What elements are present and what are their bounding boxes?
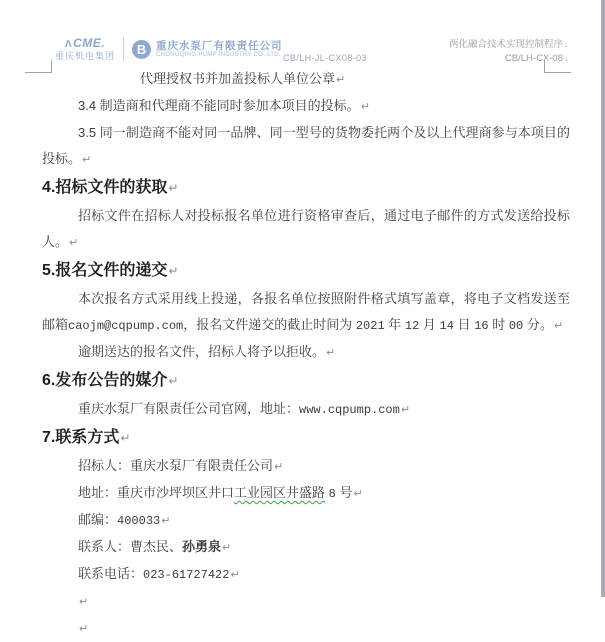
- text-segment: 重庆水泵厂有限责任公司官网，地址：: [78, 401, 300, 416]
- text-segment: 7.联系方式: [42, 429, 120, 446]
- section-4-body: [42, 203, 570, 256]
- text-segment: ，报名文件递交的截止时间为: [183, 317, 356, 332]
- empty-paragraph: [42, 588, 570, 615]
- paragraph-mark: ↵: [168, 264, 179, 278]
- cme-triangle-icon: Λ: [64, 39, 73, 51]
- heading-6: [42, 369, 570, 393]
- contact-phone: [42, 561, 570, 588]
- heading-5: [42, 259, 570, 283]
- text-segment: www.cqpump.com: [299, 403, 400, 417]
- text-segment: caojm@cqpump.com: [68, 319, 184, 333]
- cme-logo-wordmark: ΛCME.: [64, 36, 106, 51]
- clause-3-4: [42, 93, 570, 120]
- header-right-line1: 两化融合技术实现控制程序↓: [448, 39, 568, 50]
- contact-address: [42, 480, 570, 507]
- paragraph-mark: ↵: [400, 404, 411, 416]
- text-segment: 分。: [523, 317, 553, 332]
- paragraph-mark: ↵: [79, 596, 89, 608]
- text-segment: 5.报名文件的递交: [42, 262, 168, 279]
- text-segment: 逾期送达的报名文件，招标人将予以拒收。: [78, 344, 326, 359]
- contact-zipcode: [42, 507, 570, 534]
- paragraph-mark: ↵: [274, 461, 284, 473]
- text-segment: 00: [508, 319, 524, 333]
- paragraph-mark: ↵: [69, 237, 79, 249]
- text-segment: 4.招标文件的获取: [42, 179, 168, 196]
- text-segment: 年: [384, 317, 405, 332]
- text-segment: 16: [474, 319, 489, 333]
- paragraph-mark: ↵: [120, 431, 131, 445]
- empty-paragraph: [42, 615, 570, 642]
- paragraph-mark: ↵: [230, 569, 240, 581]
- page-edge-strip: [601, 0, 605, 597]
- paragraph-mark: ↵: [168, 374, 179, 388]
- paragraph-mark: ↵: [168, 181, 179, 195]
- cme-group-logo: [55, 37, 115, 61]
- text-segment: 工业园区井盛路: [234, 485, 326, 500]
- text-segment: 月: [419, 317, 440, 332]
- text-segment: 2021: [355, 319, 385, 333]
- section-5-body: [42, 286, 570, 339]
- paragraph-mark: ↵: [82, 154, 92, 166]
- contact-bidder: [42, 453, 570, 480]
- paragraph-mark: ↵: [553, 320, 564, 332]
- heading-7: [42, 426, 570, 450]
- text-segment: 地址：重庆市沙坪坝区井口: [78, 485, 235, 500]
- text-segment: 3.5 同一制造商不能对同一品牌、同一型号的货物委托两个及以上代理商参与本项目的投标。: [42, 125, 570, 166]
- document-header-logos: [55, 37, 283, 62]
- text-segment: 6.发布公告的媒介: [42, 372, 168, 389]
- clause-3-5: [42, 120, 570, 173]
- text-segment: 日: [453, 317, 475, 332]
- text-segment: 本次报名方式采用线上投递，各报名单位按照附件格式填写盖章，将电子文档发送至邮箱: [42, 291, 570, 332]
- section-5-overdue: [42, 339, 570, 366]
- paragraph-mark: ↵: [326, 347, 336, 359]
- text-segment: 招标文件在招标人对投标报名单位进行资格审查后，通过电子邮件的方式发送给投标人。: [42, 208, 570, 249]
- text-segment: 14: [439, 319, 454, 333]
- text-segment: 12: [404, 319, 420, 333]
- contact-person: [42, 534, 570, 561]
- text-segment: 时: [488, 317, 509, 332]
- text-segment: 023-61727422: [143, 568, 230, 582]
- document-body: [42, 66, 570, 642]
- pump-logo-icon: B: [132, 40, 151, 59]
- paragraph-mark: ↵: [336, 74, 346, 86]
- text-segment: 400033: [117, 514, 161, 528]
- pump-company-logo: [132, 40, 283, 59]
- text-segment: 孙勇泉: [182, 539, 222, 554]
- pump-logo-en-label: CHONGQING PUMP INDUSTRY CO.,LTD.: [156, 52, 281, 59]
- title-continuation: [140, 66, 570, 93]
- document-code-center: CB/LH-JL-CX08-03: [283, 53, 367, 63]
- text-segment: 3.4 制造商和代理商不能同时参加本项目的投标。: [78, 98, 360, 113]
- text-segment: 8: [328, 487, 336, 501]
- paragraph-mark: ↵: [353, 488, 363, 500]
- pump-logo-cn-label: 重庆水泵厂有限责任公司: [156, 40, 283, 53]
- text-segment: 代理授权书并加盖投标人单位公章: [140, 71, 336, 86]
- text-segment: 联系人：曹杰民、: [78, 539, 183, 554]
- header-right-line2: CB/LH-CX-08↓: [504, 53, 568, 64]
- heading-4: [42, 176, 570, 200]
- text-segment: 邮编：: [78, 512, 118, 527]
- paragraph-mark: ↵: [360, 101, 370, 113]
- text-segment: 招标人：重庆水泵厂有限责任公司: [78, 458, 274, 473]
- text-segment: 号: [335, 485, 353, 500]
- paragraph-mark: ↵: [161, 515, 171, 527]
- paragraph-mark: ↵: [222, 542, 232, 554]
- section-6-body: [42, 396, 570, 423]
- line-break-mark: ↓: [564, 40, 568, 49]
- paragraph-mark: ↵: [79, 623, 89, 635]
- text-segment: 联系电话：: [78, 566, 144, 581]
- line-break-mark: ↓: [564, 54, 568, 63]
- cme-logo-cn-label: 重庆机电集团: [55, 50, 116, 61]
- logo-divider: [123, 37, 124, 62]
